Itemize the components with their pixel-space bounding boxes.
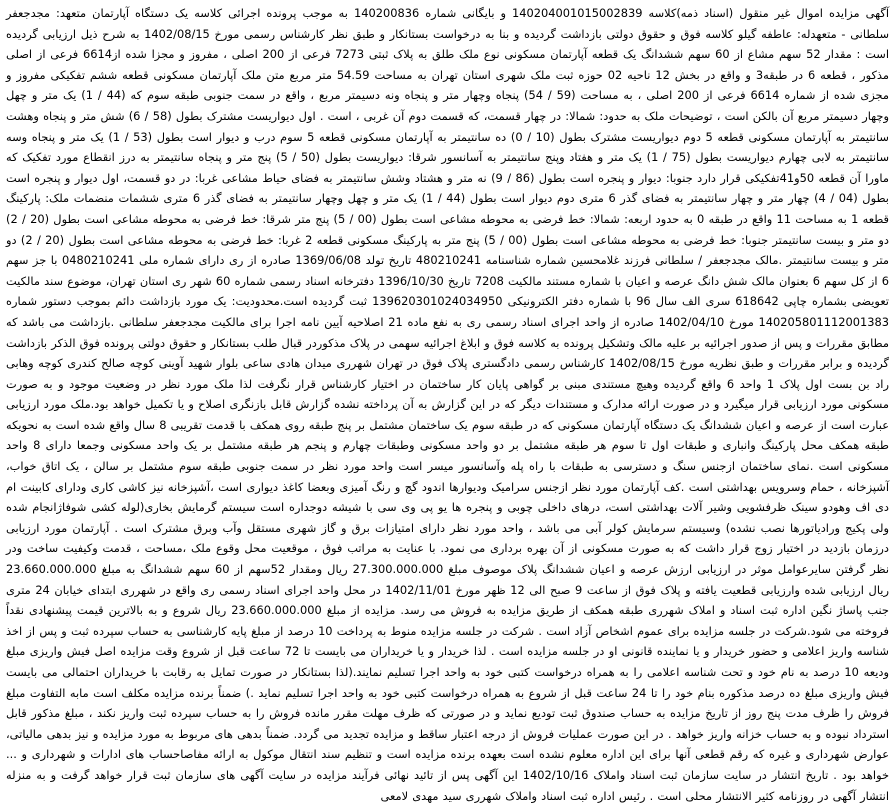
auction-notice-paragraph: آگهی مزایده اموال غیر منقول (اسناد ذمه)کلاسه 140204001015002839 و بایگانی شماره 140200836 به موجب پرونده اجرائی کلاسه یک دستگاه آپارتمان متعهد: مجدجعفر سلطانی - متعهدله: عاطفه گیلو کلاسه فوق و حقوق دولتی بازداشت گردیده و بنا به درخواست بستانکار و طبق نظر کارشناس رسمی مورخ 1402/08/15 به شرح ذیل ارزیابی گردیده است : مقدار 52 سهم مشاع از 60 سهم ششدانگ یک قطعه آپارتمان مسکونی نوع ملک طلق به پلاک ثبتی 7273 فرعی از 200 اصلی ، مفروز و مجزا شده از6614 فرعی از اصلی مذکور ، قطعه 6 در طبقه3 و واقع در بخش 12 ناحیه 02 حوزه ثبت ملک شهری استان تهران به مساحت 54.59 متر مربع متن ملک آپارتمان مسکونی قطعه ششم تفکیکی مفروز و مجزی شده از شماره 6614 فرعی از 200 اصلی ، به مساحت (59 / 54) پنجاه وچهار متر و پنجاه ونه دسیمتر مربع ، واقع در سمت جنوبی طبقه سوم که (44 / 1) یک متر و چهل وچهار دسیمتر مربع آن بالکن است ، توضیحات ملک به حدود: شمالا: در چهار قسمت، که قسمت دوم آن غربی ، است . اول دیواریست مشترک بطول (58 / 6) شش متر و پنجاه وهشت سانتیمتر به آپارتمان مسکونی قطعه 5 دوم دیواریست مشترک بطول (10 / 0) ده سانتیمتر به آپارتمان مسکونی قطعه 5 سوم درب و دیوار است بطول (53 / 1) یک متر و پنجاه وسه سانتیمتر به لابی چهارم دیواریست بطول (75 / 1) یک متر و هفتاد وپنج سانتیمتر به آسانسور شرقا: دیواریست بطول (50 / 5) پنج متر و پنجاه سانتیمتر به درز انقطاع مورد تفکیک که ماورا آن قطعه 50و41تفکیکی قرار دارد جنوبا: دیوار و پنجره است بطول (86 / 9) نه متر و هشتاد وشش سانتیمتر به فضای حیاط مشاعی غربا: در دو قسمت، اول دیوار و پنجره است بطول (04 / 4) چهار متر و چهار سانتیمتر به فضای گذر 6 متری دوم دیوار است بطول (44 / 1) یک متر و چهل وچهار سانتیمتر به فضای گذر 6 متری ششمات منضمات ملک: پارکینگ قطعه 1 به مساحت 11 واقع در طبقه 0 به حدود اربعه: شمالا: خط فرضی به محوطه مشاعی است بطول (00 / 5) پنج متر شرقا: خط فرضی به محوطه مشاعی است بطول (20 / 2) دو متر و بیست سانتیمتر جنوبا: خط فرضی به محوطه مشاعی است بطول (00 / 5) پنج متر به پارکینگ مسکونی قطعه 2 غربا: خط فرضی به محوطه مشاعی است بطول (20 / 2) دو متر و بیست سانتیمتر .مالک مجدجعفر / سلطانی فرزند غلامحسین شماره شناسنامه 480210241 تاریخ تولد 1369/06/08 صادره از ری دارای شماره ملی 0480210241 با جز سهم 6 از کل سهم 6 بعنوان مالک شش دانگ عرصه و اعیان با شماره مستند مالکیت 7208 تاریخ 1396/10/30 دفترخانه اسناد رسمی شماره 60 شهر ری استان تهران، موضوع سند مالکیت تعویضی بشماره چاپی 618642 سری الف سال 96 با شماره دفتر الکترونیکی 139620301024034950 ثبت گردیده است.محدودیت: یک مورد بازداشت دائم بموجب دستور شماره 140205801112001383 مورخ 1402/04/10 صادره از واحد اجرای اسناد رسمی ری به نفع ماده 21 اصلاحیه آیین نامه اجرا برای مالکیت مجدجعفر سلطانی .بازداشت می باشد که مطابق مقررات و پس از صدور اجرائیه بر علیه مالک وتشکیل پرونده به کلاسه فوق و ابلاغ اجرائیه سهمی در پلاک مذکوردر قبال طلب بستانکار و حقوق دولتی پرونده فوق الذکر بازداشت گردیده و برابر مقررات و طبق نظریه مورخ 1402/08/15 کارشناس رسمی دادگستری پلاک فوق در تهران شهرری میدان هادی ساعی بلوار شهید آوینی کوچه صالح کندری کوچه وهابی راد بن بست اول پلاک 1 واحد 6 واقع گردیده وهیچ مستندی مبنی بر گواهی پایان کار ساختمان در اختیار کارشناس قرار نگرفت لذا ملک مورد نظر در وضعیت موجود و به صورت مسکونی مورد ارزیابی قرار میگیرد و در صورت ارائه مدارک و مستندات دیگر که در این گزارش به آن پرداخته نشده گزارش قابل بازنگری اصلاح و یا تکمیل خواهد بود.ملک مورد ارزیابی عبارت است از عرصه و اعیان ششدانگ یک دستگاه آپارتمان مسکونی که در طبقه سوم یک ساختمان مشتمل بر پنج طبقه روی همکف با قدمت تقریبی 8 سال واقع شده است به نحویکه طبقه همکف محل پارکینگ وانباری و طبقات اول تا سوم هر طبقه مشتمل بر دو واحد مسکونی وطبقات چهارم و پنجم هر طبقه مشتمل بر یک واحد مسکونی وجمعا دارای 8 واحد مسکونی است .نمای ساختمان ازجنس سنگ و دسترسی به طبقات با راه پله وآسانسور میسر است واحد مورد نظر در سمت جنوبی طبقه سوم مشتمل بر سالن ، یک اتاق خواب، آشپزخانه ، حمام وسرویس بهداشتی است .کف آپارتمان مورد نظر ازجنس سرامیک وديوارها اندود گچ و رنگ آمیزی وبعضا کاغذ دیواری است ،آشپزخانه نیز کاشی کاری ودارای کابینت ام دی اف وهودو سینک ظرفشویی وشیر آلات بهداشتی است، درهای داخلی چوبی و پنجره ها یو پی وی سی با شیشه دوجداره است سیستم گرمایش بخاری(لوله کشی شوفاژانجام شده ولی پکیج ورادیاتورها نصب نشده) وسیستم سرمایش کولر آبی می باشد ، واحد مورد نظر دارای امتیازات برق و گاز شهری مستقل وآب وبرق مشترک است . آپارتمان مورد ارزیابی درزمان بازدید در اختیار زوج قرار داشت که به صورت مسکونی از آن بهره برداری می نمود. با عنایت به مراتب فوق ، موقعیت محل وقوع ملک ،مساحت ، قدمت وکیفیت ساخت ودر نظر گرفتن سایرعوامل موثر در ارزیابی ارزش عرصه و اعیان ششدانگ پلاک موصوف مبلغ 27.300.000.000 ریال ومقدار 52سهم از 60 سهم ششدانگ به مبلغ 23.660.000.000 ریال ارزیابی شده وارزیابی قطعیت یافته و پلاک فوق از ساعت 9 صبح الی 12 ظهر مورخ 1402/11/01 در محل واحد اجرای اسناد رسمی ری واقع در شهرری ابتدای خیابان 24 متری جنب پاساژ نگین اداره ثبت اسناد و املاک شهرری طبقه همکف از طریق مزایده به فروش می رسد. مزایده از مبلغ 23.660.000.000 ریال شروع و به بالاترین قیمت پیشنهادی نقداً فروخته می شود.شرکت در جلسه مزایده برای عموم اشخاص آزاد است . شرکت در جلسه مزایده منوط به پرداخت 10 درصد از مبلغ پایه کارشناسی به حساب سپرده ثبت و پس از اخذ شناسه واریز اعلامی و حضور خریدار و یا نماینده قانونی او در جلسه مزایده است . لذا خریدار و یا خریداران می بایست تا 72 ساعت قبل از شروع وقت مزایده اصل فیش واریزی مبلغ ودیعه 10 درصد به نام خود و تحت شناسه اعلامی را به همراه درخواست کتبی خود به واحد اجرا تسلیم نمایند.(لذا بستانکار در صورت تمایل به رقابت با خریداران احتمالی می بایست فیش واریزی مبلغ ده درصد مذکوره بنام خود را تا 24 ساعت قبل از شروع به همراه درخواست کتبی خود به واحد اجرا تسلیم نماید .) ضمناً برنده مزایده مکلف است مابه التفاوت مبلغ فروش را ظرف مدت پنج روز از تاریخ مزایده به حساب صندوق ثبت توديع نمايد و در صورتی که ظرف مهلت مقرر مانده فروش را به حساب سپرده ثبت واریز نکند ، مبلغ مذکور قابل استرداد نبوده و به حساب خزانه واریز خواهد . در این صورت عملیات فروش از درجه اعتبار ساقط و مزایده تجدید می گردد. ضمناً بدهی های مربوط به مورد مزایده و نیز بدهی مالیاتی، عوارض شهرداری و غیره که رقم قطعی آنها برای این اداره معلوم نشده است بعهده برنده مزایده است و تنظیم سند انتقال موکول به ارائه مفاصاحساب های ادارات و شهرداری و ... خواهد بود . تاریخ انتشار در سایت سازمان ثبت اسناد واملاک 1402/10/16 این آگهی پس از تائید نهائی فرآیند مزایده در سایت آگهی های سازمان ثبت قرار خواهد گرفت و به منزله انتشار آگهی در روزنامه کثیر الانتشار محلی است . رئیس اداره ثبت اسناد واملاک شهرری سید مهدی لامعی [6, 6, 890, 803]
auction-notice-text [6, 3, 889, 806]
